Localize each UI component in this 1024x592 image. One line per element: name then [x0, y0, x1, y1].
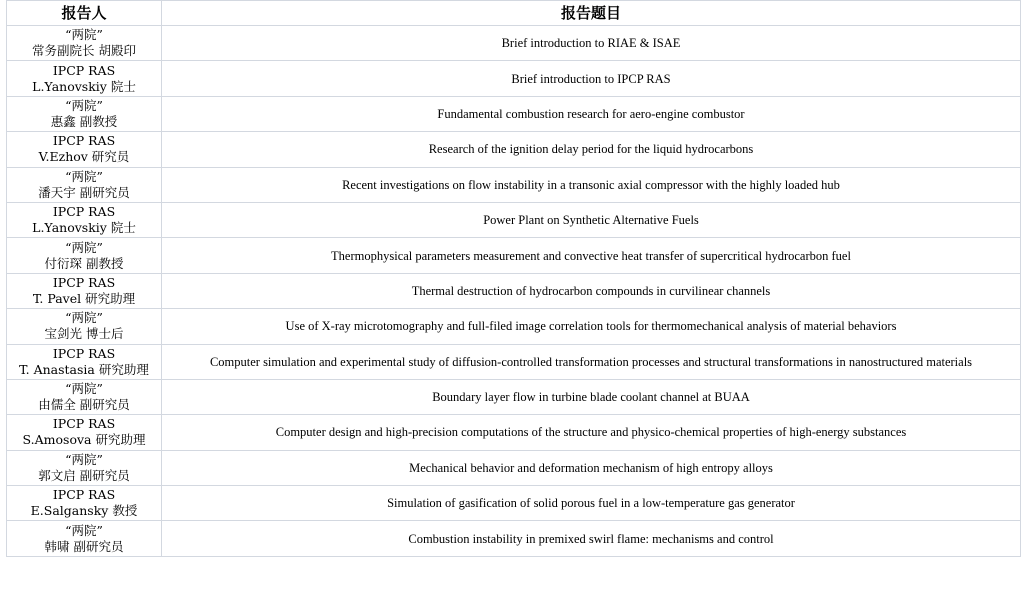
- report-title-cell: Brief introduction to IPCP RAS: [162, 61, 1021, 96]
- presenter-affiliation: “两院”: [65, 522, 103, 538]
- presenter-affiliation: IPCP RAS: [52, 416, 116, 432]
- presenter-name: 付衍琛 副教授: [44, 255, 124, 271]
- presenter-name: T. Anastasia 研究助理: [19, 361, 149, 377]
- presenter-cell: [7, 450, 162, 485]
- presenter-name: T. Pavel 研究助理: [32, 290, 136, 306]
- presenter-name: L.Yanovskiy 院士: [32, 78, 136, 94]
- presenter-name: 惠鑫 副教授: [50, 113, 118, 129]
- report-title-cell: Boundary layer flow in turbine blade coolant channel at BUAA: [162, 379, 1021, 414]
- column-header-title: 报告题目: [162, 1, 1021, 26]
- presenter-cell: [7, 309, 162, 344]
- presenter-name: S.Amosova 研究助理: [22, 432, 146, 448]
- presenter-name: 潘天宇 副研究员: [38, 184, 130, 200]
- table-row: [7, 61, 1021, 96]
- table-row: [7, 26, 1021, 61]
- table-row: [7, 202, 1021, 237]
- presenter-name: V.Ezhov 研究员: [38, 149, 130, 165]
- presenter-name: E.Salgansky 教授: [30, 503, 138, 519]
- presenter-cell: [7, 167, 162, 202]
- report-schedule-table: [6, 0, 1021, 557]
- presenter-cell: [7, 521, 162, 556]
- presenter-cell: [7, 344, 162, 379]
- presenter-cell: [7, 26, 162, 61]
- presenter-name: 由儒全 副研究员: [38, 397, 130, 413]
- table-row: [7, 96, 1021, 131]
- table-row: [7, 486, 1021, 521]
- table-row: [7, 450, 1021, 485]
- table-row: [7, 415, 1021, 450]
- table-row: [7, 344, 1021, 379]
- presenter-name: 宝剑光 博士后: [44, 326, 124, 342]
- report-title-cell: Power Plant on Synthetic Alternative Fuels: [162, 202, 1021, 237]
- presenter-affiliation: “两院”: [65, 239, 103, 255]
- report-title-cell: Computer design and high-precision computations of the structure and physico-chemical properties of high-energy substances: [162, 415, 1021, 450]
- report-title-cell: Combustion instability in premixed swirl flame: mechanisms and control: [162, 521, 1021, 556]
- presenter-affiliation: “两院”: [65, 168, 103, 184]
- table-row: [7, 309, 1021, 344]
- table-row: [7, 167, 1021, 202]
- table-header-row: [7, 1, 1021, 26]
- table-header: [7, 1, 1021, 26]
- report-title-cell: Brief introduction to RIAE & ISAE: [162, 26, 1021, 61]
- report-title-cell: Computer simulation and experimental study of diffusion-controlled transformation processes and structural transformations in nanostructured materials: [162, 344, 1021, 379]
- presenter-name: L.Yanovskiy 院士: [32, 220, 136, 236]
- report-title-cell: Simulation of gasification of solid porous fuel in a low-temperature gas generator: [162, 486, 1021, 521]
- presenter-affiliation: “两院”: [65, 310, 103, 326]
- presenter-name: 韩啸 副研究员: [44, 538, 124, 554]
- presenter-cell: [7, 202, 162, 237]
- presenter-affiliation: IPCP RAS: [52, 204, 116, 220]
- presenter-affiliation: IPCP RAS: [52, 487, 116, 503]
- presenter-affiliation: “两院”: [65, 97, 103, 113]
- report-title-cell: Thermophysical parameters measurement and convective heat transfer of supercritical hydrocarbon fuel: [162, 238, 1021, 273]
- table-row: [7, 379, 1021, 414]
- presenter-cell: [7, 379, 162, 414]
- report-title-cell: Research of the ignition delay period for the liquid hydrocarbons: [162, 132, 1021, 167]
- table-row: [7, 273, 1021, 308]
- presenter-name: 郭文启 副研究员: [38, 467, 130, 483]
- table-row: [7, 132, 1021, 167]
- presenter-affiliation: IPCP RAS: [52, 133, 116, 149]
- report-title-cell: Recent investigations on flow instability in a transonic axial compressor with the highly loaded hub: [162, 167, 1021, 202]
- presenter-cell: [7, 132, 162, 167]
- report-title-cell: Thermal destruction of hydrocarbon compounds in curvilinear channels: [162, 273, 1021, 308]
- presenter-cell: [7, 61, 162, 96]
- report-title-cell: Mechanical behavior and deformation mechanism of high entropy alloys: [162, 450, 1021, 485]
- presenter-name: 常务副院长 胡殿印: [32, 43, 136, 59]
- presenter-cell: [7, 273, 162, 308]
- presenter-cell: [7, 96, 162, 131]
- presenter-cell: [7, 238, 162, 273]
- presenter-cell: [7, 415, 162, 450]
- presenter-affiliation: IPCP RAS: [52, 345, 116, 361]
- report-title-cell: Fundamental combustion research for aero-engine combustor: [162, 96, 1021, 131]
- presenter-affiliation: “两院”: [65, 451, 103, 467]
- presenter-affiliation: “两院”: [65, 27, 103, 43]
- presenter-cell: [7, 486, 162, 521]
- table-body: [7, 26, 1021, 557]
- presenter-affiliation: IPCP RAS: [52, 62, 116, 78]
- column-header-presenter: 报告人: [7, 1, 162, 26]
- presenter-affiliation: “两院”: [65, 381, 103, 397]
- table-row: [7, 238, 1021, 273]
- table-row: [7, 521, 1021, 556]
- presenter-affiliation: IPCP RAS: [52, 274, 116, 290]
- report-title-cell: Use of X-ray microtomography and full-filed image correlation tools for thermomechanical analysis of material behaviors: [162, 309, 1021, 344]
